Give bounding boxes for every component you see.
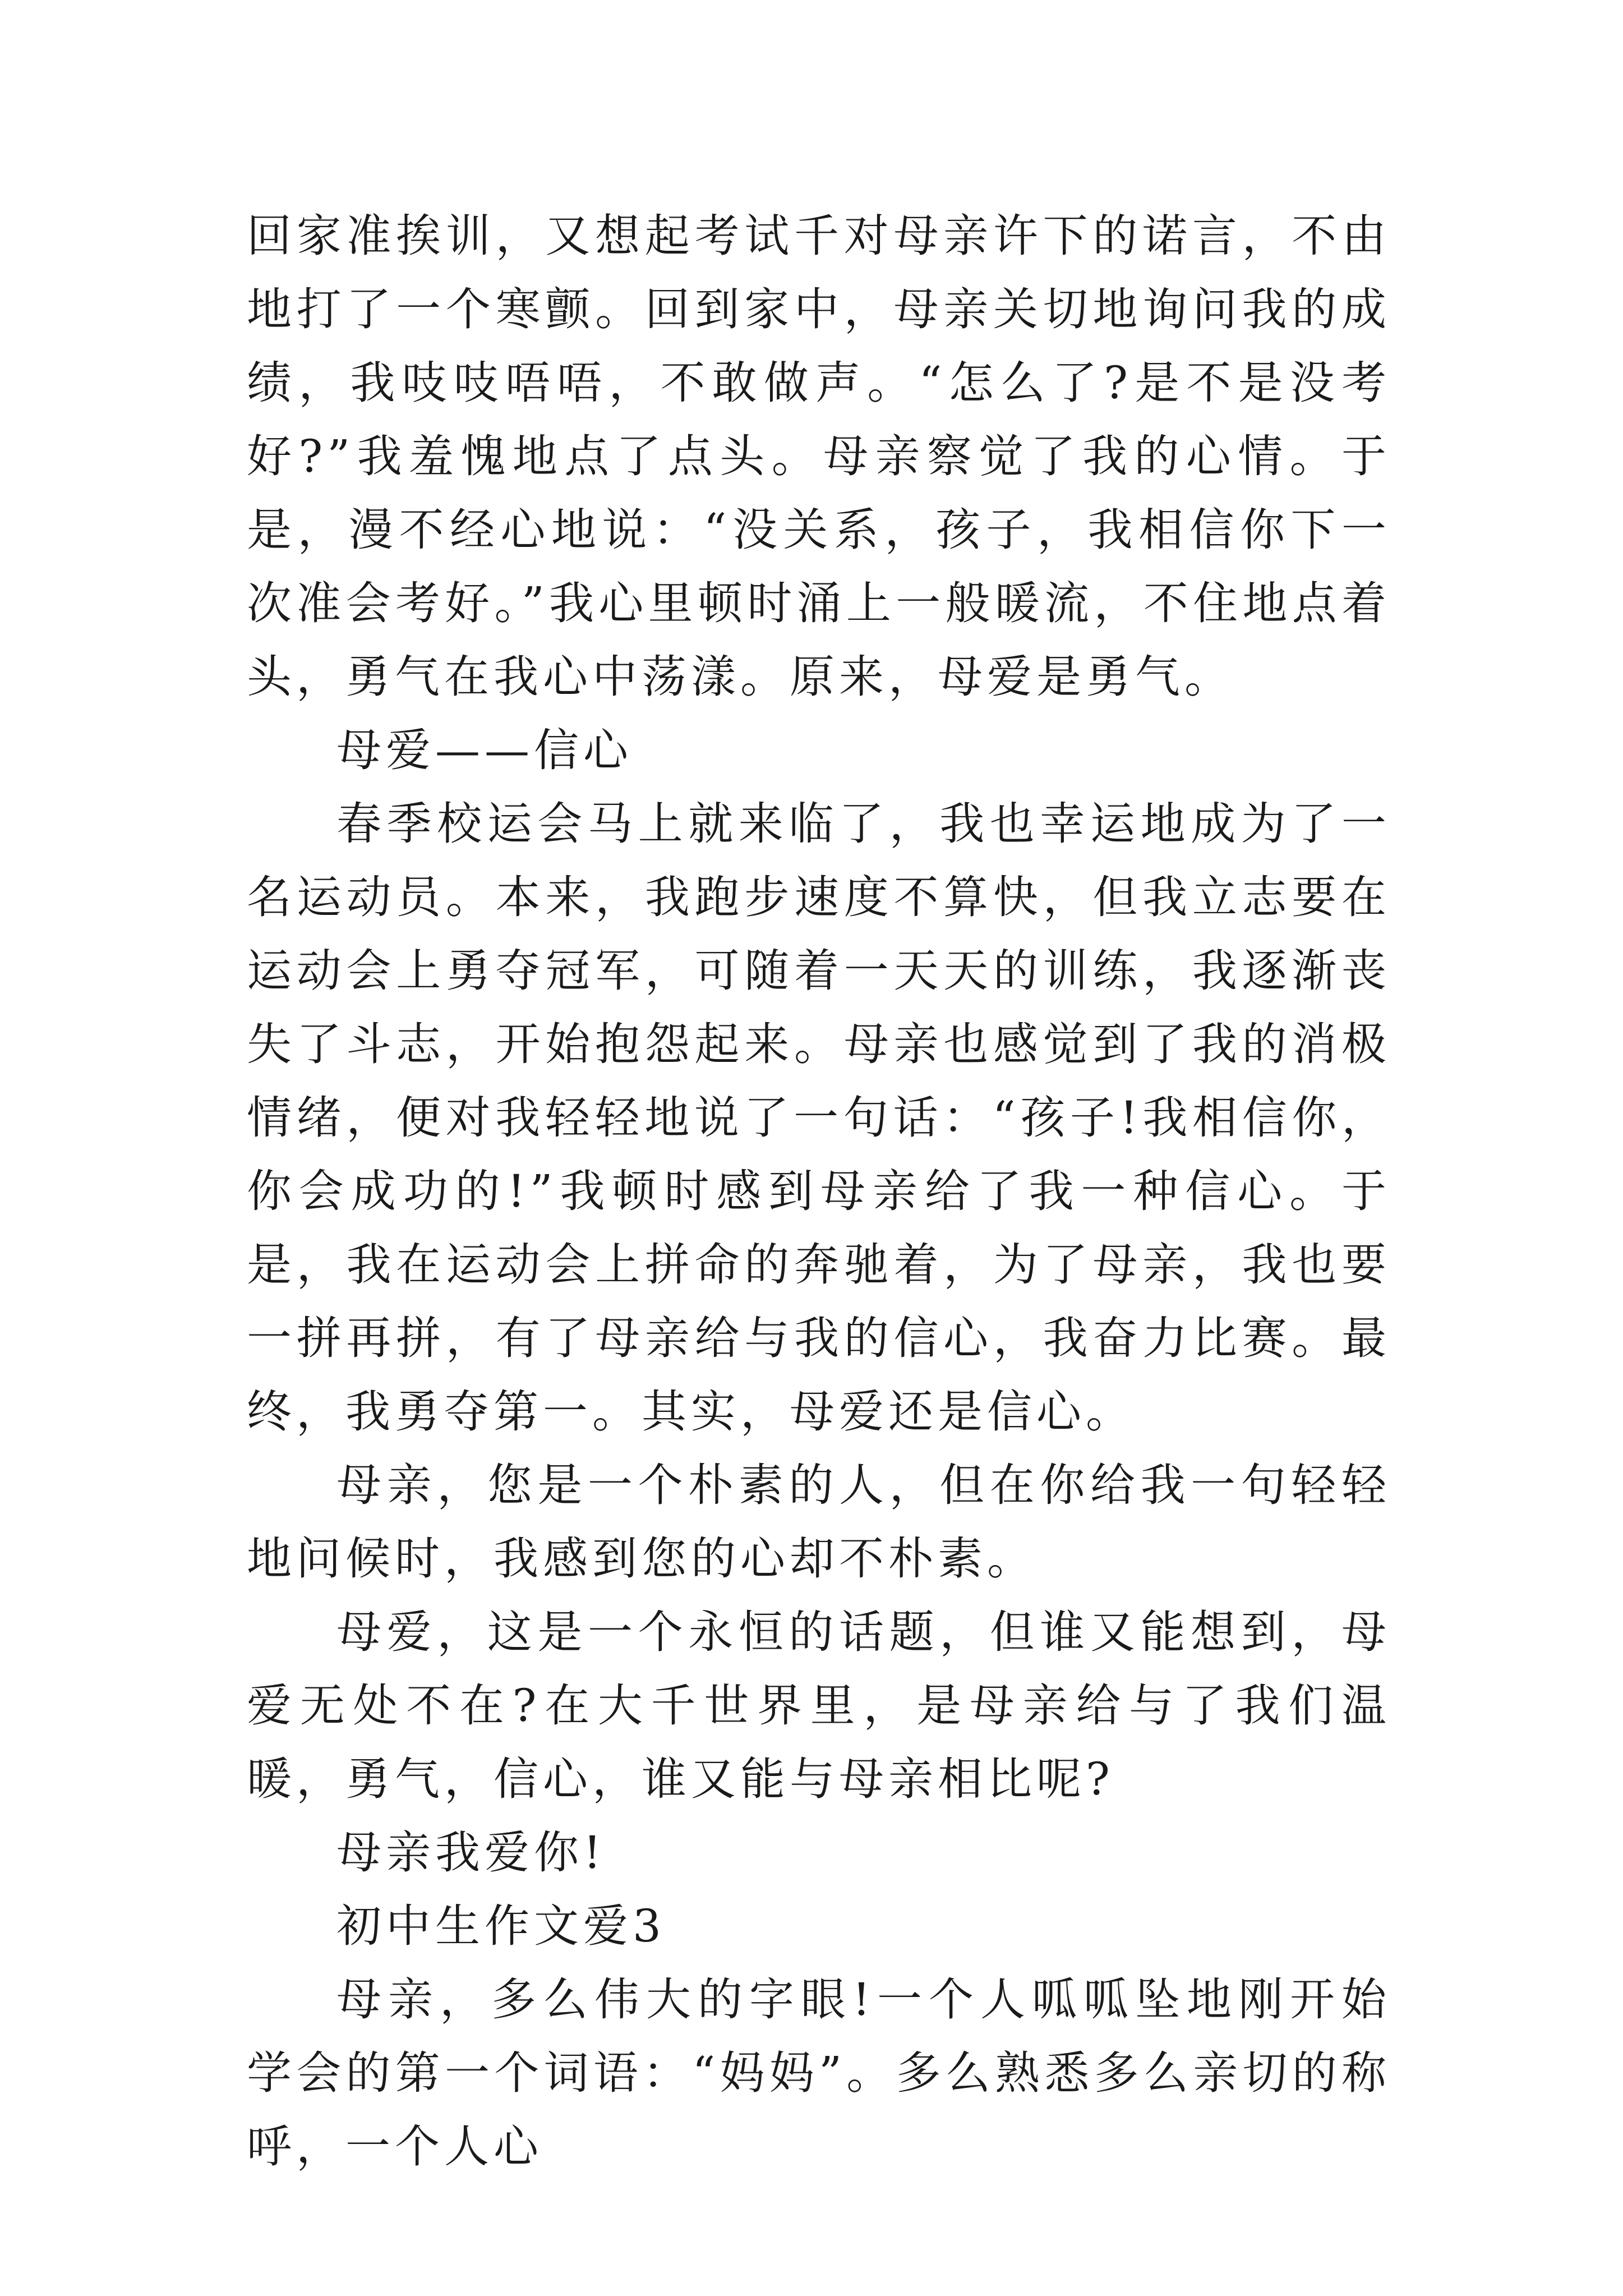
paragraph-sports-meet: 春季校运会马上就来临了，我也幸运地成为了一名运动员。本来，我跑步速度不算快，但我立志要在运动会上勇夺冠军，可随着一天天的训练，我逐渐丧失了斗志，开始抱怨起来。母亲也感觉到了我的消极情绪，便对我轻轻地说了一句话：“孩子!我相信你，你会成功的!”我顿时感到母亲给了我一种信心。于是，我在运动会上拼命的奔驰着，为了母亲，我也要一拼再拼，有了母亲给与我的信心，我奋力比赛。最终，我勇夺第一。其实，母爱还是信心。 <box>247 798 1391 1438</box>
paragraph-i-love-you: 母亲我爱你! <box>336 1826 606 1879</box>
section-heading-confidence: 母爱——信心 <box>336 724 633 776</box>
paragraph-mother-great-word: 母亲，多么伟大的字眼!一个人呱呱坠地刚开始学会的第一个词语：“妈妈”。多么熟悉多么亲切的称呼，一个人心 <box>247 1973 1391 2173</box>
paragraph-courage-ending: 回家准挨训，又想起考试千对母亲许下的诺言，不由地打了一个寒颤。回到家中，母亲关切地询问我的成绩，我吱吱唔唔，不敢做声。“怎么了?是不是没考好?”我羞愧地点了点头。母亲察觉了我的心情。于是，漫不经心地说：“没关系，孩子，我相信你下一次准会考好。”我心里顿时涌上一般暖流，不住地点着头，勇气在我心中荡漾。原来，母爱是勇气。 <box>247 210 1391 703</box>
document-body <box>247 199 1391 2183</box>
paragraph-eternal-topic: 母爱，这是一个永恒的话题，但谁又能想到，母爱无处不在?在大千世界里，是母亲给与了我们温暖，勇气，信心，谁又能与母亲相比呢? <box>247 1606 1391 1805</box>
essay-title-3: 初中生作文爱3 <box>336 1900 666 1952</box>
paragraph-simple-mother: 母亲，您是一个朴素的人，但在你给我一句轻轻地问候时，我感到您的心却不朴素。 <box>247 1459 1391 1585</box>
